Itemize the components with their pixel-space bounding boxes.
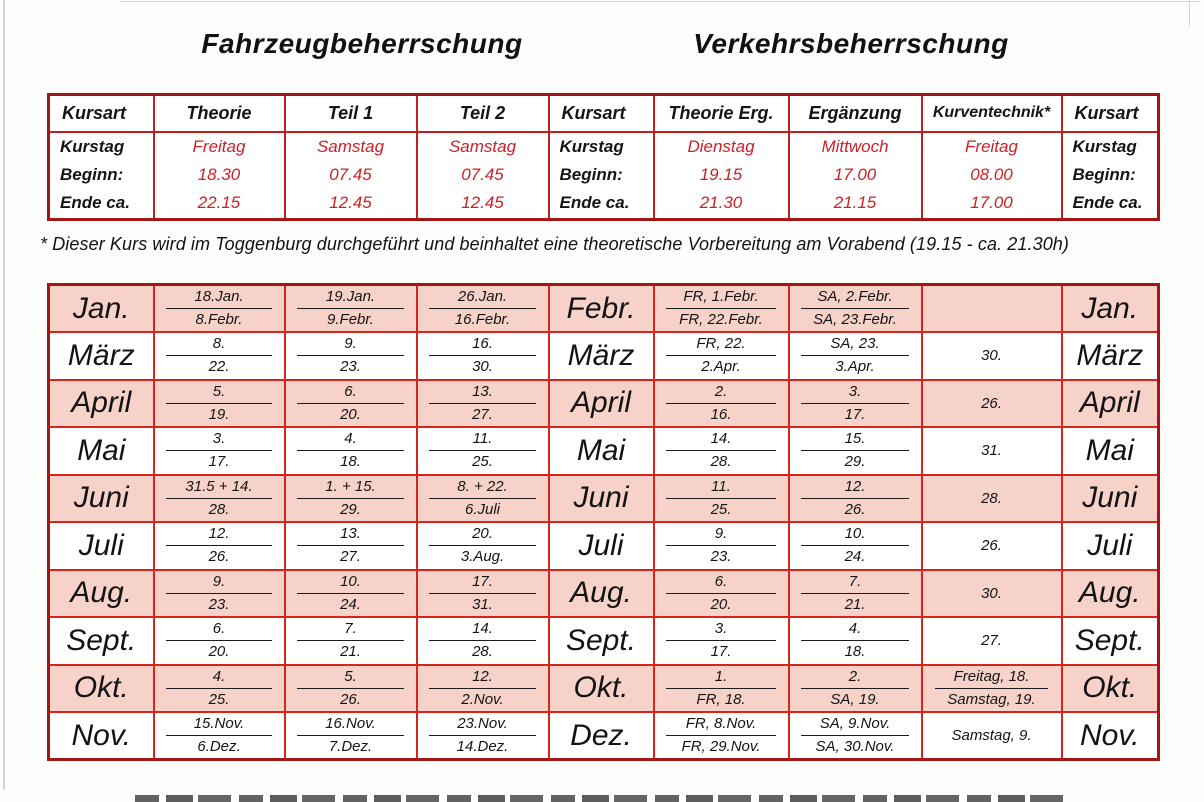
date-first: 6. <box>666 572 775 594</box>
teil2-day: Samstag <box>448 137 517 157</box>
dates-kurventechnik <box>922 570 1062 618</box>
date-first: SA, 9.Nov. <box>801 714 908 736</box>
dates-theorie <box>154 522 285 570</box>
month-cell-left: Mai <box>49 427 154 475</box>
date-single: Samstag, 9. <box>951 727 1032 744</box>
date-first: 11. <box>666 477 775 499</box>
date-second: 8.Febr. <box>195 311 243 328</box>
teil2-begin: 07.45 <box>461 165 504 185</box>
date-second: FR, 29.Nov. <box>681 738 761 755</box>
date-second: 2.Apr. <box>701 358 741 376</box>
dates-theorie-erg <box>654 332 789 380</box>
date-second: 25. <box>208 690 230 708</box>
dates-ergaenzung <box>789 570 922 618</box>
date-single: 31. <box>981 442 1002 460</box>
dates-theorie <box>154 665 285 713</box>
month-cell-left: Juli <box>49 522 154 570</box>
label-beginn: Beginn: <box>1072 165 1136 185</box>
date-single: 26. <box>981 537 1002 555</box>
date-second: 26. <box>208 548 230 566</box>
date-first: SA, 23. <box>801 334 908 356</box>
date-single: 30. <box>981 347 1002 365</box>
date-first: 8. <box>166 334 272 356</box>
heading-fahrzeugbeherrschung: Fahrzeugbeherrschung <box>201 28 523 59</box>
label-kurstag: Kurstag <box>60 137 125 157</box>
teil1-begin: 07.45 <box>329 165 372 185</box>
date-single: 27. <box>981 632 1002 650</box>
label-ende: Ende ca. <box>1072 193 1143 213</box>
month-cell-mid: Okt. <box>549 665 654 713</box>
date-second: 31. <box>472 595 493 613</box>
dates-ergaenzung <box>789 522 922 570</box>
dates-kurventechnik <box>922 617 1062 665</box>
schedule-row <box>49 522 1159 570</box>
month-cell-left: Juni <box>49 475 154 523</box>
dates-teil-1 <box>285 427 417 475</box>
times-teil-1 <box>285 132 417 220</box>
label-beginn: Beginn: <box>60 165 124 185</box>
kurventechnik-end: 17.00 <box>970 193 1013 213</box>
schedule-row <box>49 380 1159 428</box>
times-theorie-erg <box>654 132 789 220</box>
times-ergaenzung <box>789 132 922 220</box>
date-second: 28. <box>208 500 230 518</box>
date-first: 3. <box>801 382 908 404</box>
dates-ergaenzung <box>789 332 922 380</box>
dates-kurventechnik <box>922 522 1062 570</box>
label-beginn: Beginn: <box>559 165 623 185</box>
date-first: 17. <box>429 572 536 594</box>
month-cell-left: März <box>49 332 154 380</box>
date-first: 13. <box>429 382 536 404</box>
date-first: 12. <box>801 477 908 499</box>
date-second: 17. <box>710 643 732 661</box>
dates-theorie-erg <box>654 712 789 760</box>
date-first: 20. <box>429 524 536 546</box>
dates-ergaenzung <box>789 617 922 665</box>
toggenburg-footnote: * Dieser Kurs wird im Toggenburg durchgeführt und beinhaltet eine theoretische Vorbereitung am Vorabend (19.15 - ca. 21.30h) <box>40 234 1070 254</box>
times-theorie <box>154 132 285 220</box>
teil1-day: Samstag <box>316 137 385 157</box>
row-labels-mid <box>549 132 654 220</box>
dates-kurventechnik <box>922 712 1062 760</box>
month-cell-left: Sept. <box>49 617 154 665</box>
schedule-row <box>49 427 1159 475</box>
month-cell-right: Jan. <box>1062 285 1159 333</box>
dates-teil-1 <box>285 617 417 665</box>
month-cell-mid: Juli <box>549 522 654 570</box>
date-first: SA, 2.Febr. <box>801 287 908 309</box>
date-second: 18. <box>844 643 866 661</box>
date-second: 28. <box>710 453 732 471</box>
date-second: 17. <box>208 453 230 471</box>
date-first: 7. <box>297 619 404 641</box>
theorie-erg-day: Dienstag <box>687 137 755 157</box>
date-first: 14. <box>666 429 775 451</box>
dates-kurventechnik <box>922 380 1062 428</box>
schedule-row <box>49 712 1159 760</box>
date-first: 7. <box>801 572 908 594</box>
date-second: FR, 22.Febr. <box>679 311 763 328</box>
dates-kurventechnik <box>922 665 1062 713</box>
month-cell-right: Juli <box>1062 522 1159 570</box>
date-second: 16. <box>710 405 732 423</box>
date-first: 12. <box>166 524 272 546</box>
date-second: 24. <box>340 595 361 613</box>
month-cell-right: März <box>1062 332 1159 380</box>
date-first: 2. <box>666 382 775 404</box>
date-second: 25. <box>710 500 732 518</box>
month-cell-right: Nov. <box>1062 712 1159 760</box>
date-second: 23. <box>208 595 230 613</box>
dates-teil-1 <box>285 475 417 523</box>
col-header-kursart-right: Kursart <box>1062 95 1159 132</box>
month-cell-right: Juni <box>1062 475 1159 523</box>
heading-verkehrsbeherrschung: Verkehrsbeherrschung <box>693 28 1009 59</box>
kurventechnik-day: Freitag <box>965 137 1018 157</box>
dates-teil-1 <box>285 332 417 380</box>
scan-edge-line-right <box>1189 0 1190 26</box>
col-header-kursart-mid: Kursart <box>549 95 654 132</box>
dates-kurventechnik <box>922 475 1062 523</box>
month-cell-left: April <box>49 380 154 428</box>
date-first: 6. <box>297 382 404 404</box>
month-cell-left: Jan. <box>49 285 154 333</box>
date-first: 16. <box>429 334 536 356</box>
schedule-row <box>49 570 1159 618</box>
dates-ergaenzung <box>789 475 922 523</box>
dates-ergaenzung <box>789 380 922 428</box>
ergaenzung-day: Mittwoch <box>821 137 889 157</box>
dates-teil-2 <box>417 475 549 523</box>
date-first: 23.Nov. <box>429 714 536 736</box>
month-cell-mid: Aug. <box>549 570 654 618</box>
dates-ergaenzung <box>789 665 922 713</box>
month-cell-right: Okt. <box>1062 665 1159 713</box>
date-second: 28. <box>472 643 493 661</box>
date-second: 24. <box>844 548 866 566</box>
date-second: 20. <box>340 405 361 423</box>
row-labels-left <box>49 132 154 220</box>
date-second: SA, 30.Nov. <box>815 738 895 755</box>
date-first: 31.5 + 14. <box>166 477 272 499</box>
date-second: 6.Dez. <box>197 738 241 755</box>
dates-teil-1 <box>285 285 417 333</box>
date-first: FR, 22. <box>666 334 775 356</box>
course-times-values-row <box>49 132 1159 220</box>
date-first: 4. <box>801 619 908 641</box>
course-times-header-row <box>49 95 1159 132</box>
schedule-row <box>49 617 1159 665</box>
ergaenzung-begin: 17.00 <box>833 165 877 185</box>
dates-theorie <box>154 570 285 618</box>
label-kurstag: Kurstag <box>559 137 624 157</box>
date-second: SA, 19. <box>830 690 880 708</box>
times-kurventechnik <box>922 132 1062 220</box>
month-cell-left: Okt. <box>49 665 154 713</box>
dates-teil-1 <box>285 380 417 428</box>
date-first: 12. <box>429 667 536 689</box>
scan-edge-line-left <box>3 0 5 790</box>
cropped-bottom-text-line <box>135 795 1065 802</box>
date-second: 23. <box>710 548 732 566</box>
date-second: 21. <box>340 643 361 661</box>
col-header-teil-1: Teil 1 <box>285 95 417 132</box>
dates-ergaenzung <box>789 712 922 760</box>
month-cell-mid: Juni <box>549 475 654 523</box>
month-cell-mid: Mai <box>549 427 654 475</box>
month-cell-right: Mai <box>1062 427 1159 475</box>
date-first: 8. + 22. <box>429 477 536 499</box>
date-second: 14.Dez. <box>456 738 509 755</box>
col-header-theorie-erg: Theorie Erg. <box>654 95 789 132</box>
dates-theorie <box>154 427 285 475</box>
dates-teil-2 <box>417 285 549 333</box>
dates-theorie <box>154 285 285 333</box>
theorie-day: Freitag <box>192 137 246 157</box>
teil2-end: 12.45 <box>461 193 504 213</box>
date-second: 3.Apr. <box>835 358 875 376</box>
date-single: 26. <box>981 394 1002 412</box>
month-cell-right: Sept. <box>1062 617 1159 665</box>
date-second: 30. <box>472 358 493 376</box>
date-first: 11. <box>429 429 536 451</box>
date-first: FR, 1.Febr. <box>666 287 775 309</box>
dates-teil-2 <box>417 712 549 760</box>
month-cell-right: April <box>1062 380 1159 428</box>
date-second: 29. <box>340 500 361 518</box>
dates-theorie <box>154 475 285 523</box>
month-cell-left: Nov. <box>49 712 154 760</box>
dates-teil-2 <box>417 380 549 428</box>
dates-theorie-erg <box>654 617 789 665</box>
label-ende: Ende ca. <box>559 193 630 213</box>
month-cell-mid: Febr. <box>549 285 654 333</box>
date-second: 26. <box>340 690 361 708</box>
dates-teil-2 <box>417 332 549 380</box>
ergaenzung-end: 21.15 <box>833 193 877 213</box>
date-second: 19. <box>208 405 230 423</box>
dates-kurventechnik <box>922 427 1062 475</box>
dates-teil-1 <box>285 522 417 570</box>
date-second: 22. <box>208 358 230 376</box>
theorie-end: 22.15 <box>197 193 241 213</box>
dates-teil-1 <box>285 570 417 618</box>
dates-ergaenzung <box>789 427 922 475</box>
dates-teil-2 <box>417 570 549 618</box>
kurventechnik-begin: 08.00 <box>970 165 1013 185</box>
dates-theorie-erg <box>654 285 789 333</box>
dates-theorie-erg <box>654 522 789 570</box>
dates-teil-2 <box>417 617 549 665</box>
dates-kurventechnik <box>922 285 1062 333</box>
col-header-ergaenzung: Ergänzung <box>789 95 922 132</box>
dates-teil-2 <box>417 665 549 713</box>
date-second: 21. <box>844 595 866 613</box>
month-cell-left: Aug. <box>49 570 154 618</box>
date-second: SA, 23.Febr. <box>813 311 897 328</box>
date-second: 23. <box>340 358 361 376</box>
date-first: 1. <box>666 667 775 689</box>
date-second: 6.Juli <box>464 500 501 518</box>
dates-teil-1 <box>285 665 417 713</box>
dates-teil-1 <box>285 712 417 760</box>
date-second: 17. <box>844 405 866 423</box>
date-first: 5. <box>166 382 272 404</box>
month-cell-mid: Sept. <box>549 617 654 665</box>
dates-teil-2 <box>417 427 549 475</box>
dates-ergaenzung <box>789 285 922 333</box>
dates-theorie-erg <box>654 427 789 475</box>
date-second: 9.Febr. <box>327 311 374 328</box>
date-first: 2. <box>801 667 908 689</box>
dates-teil-2 <box>417 522 549 570</box>
date-first: 3. <box>666 619 775 641</box>
dates-theorie-erg <box>654 570 789 618</box>
col-header-kurventechnik: Kurventechnik* <box>922 95 1062 132</box>
course-times-table <box>47 93 1160 221</box>
teil1-end: 12.45 <box>329 193 372 213</box>
date-first: 10. <box>801 524 908 546</box>
date-first: 9. <box>297 334 404 356</box>
date-single: 28. <box>981 489 1002 507</box>
date-second: 25. <box>472 453 493 471</box>
month-cell-mid: April <box>549 380 654 428</box>
date-first: 15.Nov. <box>166 714 272 736</box>
date-first: 10. <box>297 572 404 594</box>
schedule-row <box>49 285 1159 333</box>
dates-kurventechnik <box>922 332 1062 380</box>
theorie-erg-begin: 19.15 <box>699 165 743 185</box>
col-header-kursart-left: Kursart <box>49 95 154 132</box>
date-second: 20. <box>208 643 230 661</box>
date-second: Samstag, 19. <box>947 690 1036 708</box>
date-first: 6. <box>166 619 272 641</box>
date-second: 3.Aug. <box>460 548 505 566</box>
label-kurstag: Kurstag <box>1072 137 1137 157</box>
col-header-teil-2: Teil 2 <box>417 95 549 132</box>
date-first: 9. <box>166 572 272 594</box>
date-first: 3. <box>166 429 272 451</box>
date-second: FR, 18. <box>696 690 746 708</box>
label-ende: Ende ca. <box>60 193 130 213</box>
col-header-theorie: Theorie <box>154 95 285 132</box>
date-first: 5. <box>297 667 404 689</box>
scan-edge-line-top <box>120 1 1200 2</box>
month-cell-right: Aug. <box>1062 570 1159 618</box>
date-second: 16.Febr. <box>454 311 511 328</box>
date-second: 2.Nov. <box>461 690 504 708</box>
date-first: 9. <box>666 524 775 546</box>
date-first: 4. <box>297 429 404 451</box>
date-second: 20. <box>710 595 732 613</box>
schedule-row <box>49 665 1159 713</box>
date-first: 1. + 15. <box>297 477 404 499</box>
date-first: Freitag, 18. <box>935 667 1048 689</box>
month-cell-mid: Dez. <box>549 712 654 760</box>
date-first: 16.Nov. <box>297 714 404 736</box>
theorie-erg-end: 21.30 <box>699 193 743 213</box>
date-second: 29. <box>844 453 866 471</box>
date-first: 4. <box>166 667 272 689</box>
dates-theorie <box>154 712 285 760</box>
dates-theorie-erg <box>654 665 789 713</box>
date-first: 15. <box>801 429 908 451</box>
dates-theorie <box>154 332 285 380</box>
times-teil-2 <box>417 132 549 220</box>
dates-theorie <box>154 617 285 665</box>
date-second: 7.Dez. <box>328 738 373 755</box>
month-cell-mid: März <box>549 332 654 380</box>
date-first: 18.Jan. <box>166 287 272 309</box>
date-first: FR, 8.Nov. <box>666 714 775 736</box>
theorie-begin: 18.30 <box>197 165 241 185</box>
row-labels-right <box>1062 132 1159 220</box>
date-second: 26. <box>844 500 866 518</box>
date-single: 30. <box>981 584 1002 602</box>
schedule-row <box>49 332 1159 380</box>
dates-theorie-erg <box>654 380 789 428</box>
date-second: 18. <box>340 453 361 471</box>
date-second: 27. <box>472 405 493 423</box>
date-first: 26.Jan. <box>429 287 536 309</box>
date-first: 19.Jan. <box>297 287 404 309</box>
date-first: 14. <box>429 619 536 641</box>
schedule-row <box>49 475 1159 523</box>
date-second: 27. <box>340 548 361 566</box>
course-dates-table <box>47 283 1160 761</box>
date-first: 13. <box>297 524 404 546</box>
dates-theorie <box>154 380 285 428</box>
dates-theorie-erg <box>654 475 789 523</box>
